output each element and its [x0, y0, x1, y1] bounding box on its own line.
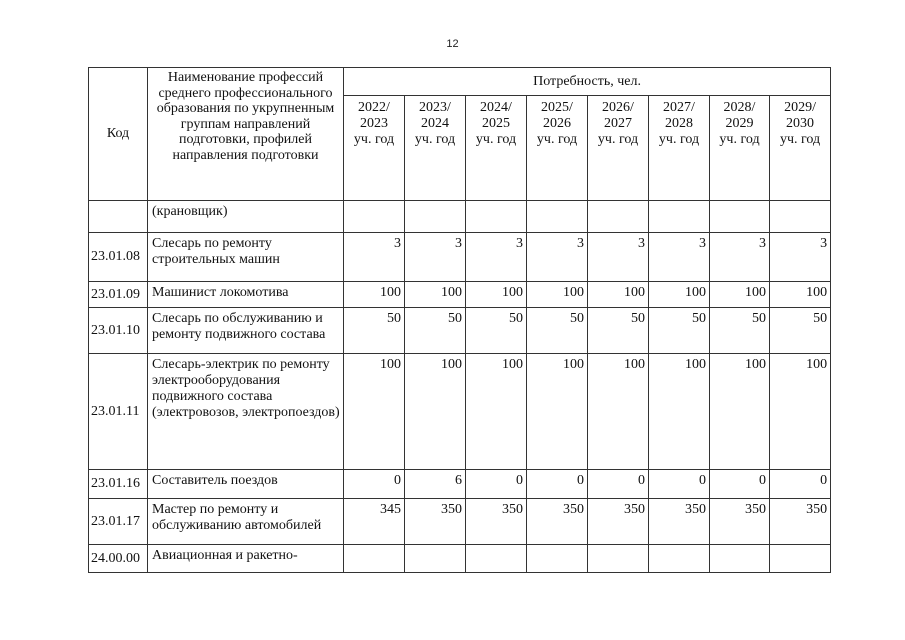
- row-value: [588, 201, 649, 233]
- row-value: 0: [710, 470, 770, 499]
- row-value: 100: [527, 282, 588, 308]
- header-year-line: уч. год: [536, 132, 578, 147]
- header-year: [770, 96, 831, 201]
- row-value: 345: [344, 499, 405, 545]
- row-value: [710, 545, 770, 573]
- header-year-line: 2025: [482, 116, 510, 131]
- row-value: 6: [405, 470, 466, 499]
- row-value: 100: [527, 354, 588, 470]
- row-value: 100: [405, 354, 466, 470]
- row-value: [649, 545, 710, 573]
- header-year-line: 2023: [360, 116, 388, 131]
- header-year-line: уч. год: [597, 132, 639, 147]
- row-value: 350: [770, 499, 831, 545]
- header-year-line: 2026/: [602, 100, 634, 115]
- row-value: 100: [405, 282, 466, 308]
- row-value: 50: [710, 308, 770, 354]
- row-code: 23.01.08: [89, 233, 148, 282]
- row-value: [466, 545, 527, 573]
- header-year: [649, 96, 710, 201]
- header-year: [710, 96, 770, 201]
- header-year: [405, 96, 466, 201]
- row-name: Слесарь по обслуживанию и ремонту подвижного состава: [148, 308, 344, 354]
- header-year-line: 2026: [543, 116, 571, 131]
- row-value: [710, 201, 770, 233]
- row-value: [466, 201, 527, 233]
- row-value: 350: [588, 499, 649, 545]
- row-value: 100: [649, 282, 710, 308]
- row-value: 100: [466, 354, 527, 470]
- row-code: 23.01.17: [89, 499, 148, 545]
- header-need: Потребность, чел.: [344, 68, 831, 96]
- table-row: [89, 282, 831, 308]
- header-year: [588, 96, 649, 201]
- row-name: Составитель поездов: [148, 470, 344, 499]
- row-value: 100: [710, 354, 770, 470]
- row-value: [405, 201, 466, 233]
- row-value: 3: [527, 233, 588, 282]
- row-value: 50: [649, 308, 710, 354]
- header-year-line: уч. год: [414, 132, 456, 147]
- header-year-line: 2027/: [663, 100, 695, 115]
- row-value: 350: [710, 499, 770, 545]
- row-value: 3: [466, 233, 527, 282]
- header-year-line: 2022/: [358, 100, 390, 115]
- header-year-line: 2025/: [541, 100, 573, 115]
- row-code: 24.00.00: [89, 545, 148, 573]
- header-year: [466, 96, 527, 201]
- row-value: 3: [405, 233, 466, 282]
- row-value: 100: [466, 282, 527, 308]
- row-name: Авиационная и ракетно-: [148, 545, 344, 573]
- header-year-line: 2027: [604, 116, 632, 131]
- header-year-line: уч. год: [779, 132, 821, 147]
- row-value: 50: [405, 308, 466, 354]
- row-code: 23.01.11: [89, 354, 148, 470]
- header-year-line: 2024: [421, 116, 449, 131]
- row-value: 350: [466, 499, 527, 545]
- row-value: 0: [588, 470, 649, 499]
- row-value: 3: [649, 233, 710, 282]
- row-value: 0: [344, 470, 405, 499]
- row-value: 50: [588, 308, 649, 354]
- row-name: Слесарь по ремонту строительных машин: [148, 233, 344, 282]
- table-row: [89, 545, 831, 573]
- header-year-line: уч. год: [353, 132, 395, 147]
- header-year-line: 2024/: [480, 100, 512, 115]
- row-name: Мастер по ремонту и обслуживанию автомобилей: [148, 499, 344, 545]
- row-value: 50: [344, 308, 405, 354]
- row-value: [344, 545, 405, 573]
- header-code: Код: [89, 68, 148, 201]
- row-value: 3: [344, 233, 405, 282]
- header-year: [527, 96, 588, 201]
- row-value: 100: [649, 354, 710, 470]
- header-year: [344, 96, 405, 201]
- row-value: 100: [770, 354, 831, 470]
- row-value: 350: [649, 499, 710, 545]
- row-name: (крановщик): [148, 201, 344, 233]
- header-year-line: уч. год: [475, 132, 517, 147]
- header-year-line: 2029/: [784, 100, 816, 115]
- row-code: [89, 201, 148, 233]
- table-row: [89, 499, 831, 545]
- header-year-line: 2030: [786, 116, 815, 131]
- header-year-line: 2029: [725, 116, 754, 131]
- header-year-line: 2023/: [419, 100, 451, 115]
- header-year-line: 2028: [665, 116, 693, 131]
- row-code: 23.01.09: [89, 282, 148, 308]
- row-code: 23.01.16: [89, 470, 148, 499]
- row-value: 0: [770, 470, 831, 499]
- row-value: 350: [405, 499, 466, 545]
- header-name: Наименование профессий среднего профессионального образования по укрупненным группам направлений подготовки, профилей направления подготовки: [148, 68, 344, 201]
- row-value: 100: [344, 354, 405, 470]
- row-value: [344, 201, 405, 233]
- row-value: [649, 201, 710, 233]
- row-value: [770, 201, 831, 233]
- row-value: 100: [770, 282, 831, 308]
- row-value: [770, 545, 831, 573]
- row-value: 100: [344, 282, 405, 308]
- row-value: [405, 545, 466, 573]
- row-name: Машинист локомотива: [148, 282, 344, 308]
- row-value: 50: [770, 308, 831, 354]
- row-value: [527, 545, 588, 573]
- header-year-line: уч. год: [658, 132, 700, 147]
- row-value: 0: [527, 470, 588, 499]
- row-value: 50: [527, 308, 588, 354]
- header-year-line: уч. год: [719, 132, 760, 147]
- row-name: Слесарь-электрик по ремонту электрооборудования подвижного состава (электровозов, электропоездов): [148, 354, 344, 470]
- table-row: [89, 308, 831, 354]
- page-number: 12: [446, 38, 459, 50]
- row-value: 0: [649, 470, 710, 499]
- table-row: [89, 201, 831, 233]
- table-row: [89, 233, 831, 282]
- row-value: 3: [770, 233, 831, 282]
- row-value: [588, 545, 649, 573]
- demand-table: [88, 67, 831, 573]
- header-year-line: 2028/: [723, 100, 756, 115]
- row-value: [527, 201, 588, 233]
- row-value: 100: [588, 354, 649, 470]
- row-value: 350: [527, 499, 588, 545]
- table-row: [89, 470, 831, 499]
- row-value: 0: [466, 470, 527, 499]
- row-code: 23.01.10: [89, 308, 148, 354]
- row-value: 3: [588, 233, 649, 282]
- row-value: 100: [588, 282, 649, 308]
- table-row: [89, 354, 831, 470]
- row-value: 100: [710, 282, 770, 308]
- row-value: 3: [710, 233, 770, 282]
- row-value: 50: [466, 308, 527, 354]
